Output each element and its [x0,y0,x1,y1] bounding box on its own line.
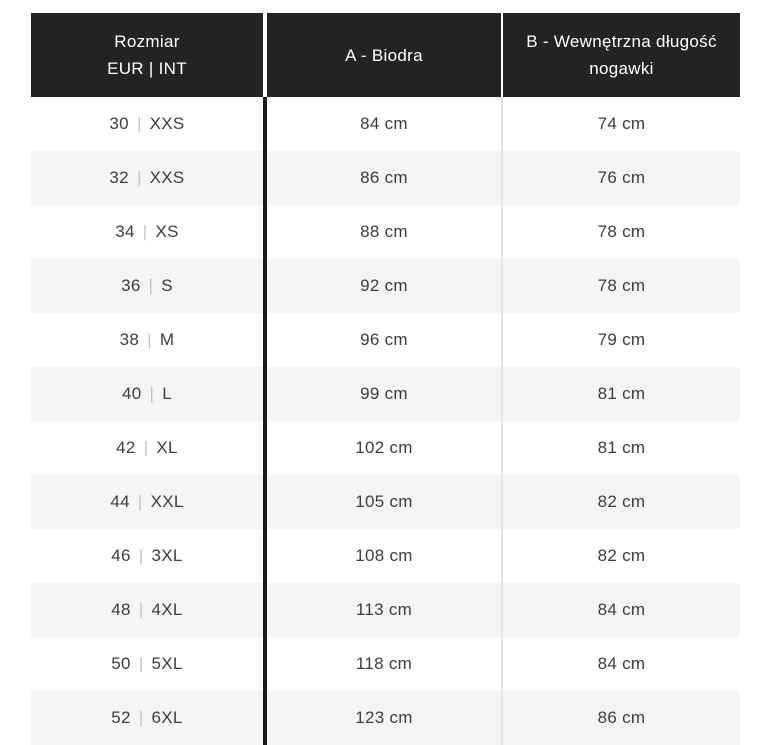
row-1-inseam-cell: 76 cm [503,151,740,205]
row-9-inseam-cell: 84 cm [503,583,740,637]
header-hips-label: A - Biodra [345,45,423,65]
row-11-inseam-cell: 86 cm [503,691,740,745]
row-10-hips-cell: 118 cm [355,654,413,673]
row-1-size-eur: 32 [109,168,129,187]
row-1-size-cell [31,151,263,205]
row-0-hips-cell: 84 cm [360,114,408,133]
row-7-size-eur: 44 [110,492,130,511]
row-0-size-pipe: | [136,114,142,133]
row-10-size-eur: 50 [111,654,131,673]
row-0-size-int: XXS [149,114,185,133]
row-4-hips-cell: 96 cm [360,330,408,349]
header-inseam-line1: B - Wewnętrzna długość [526,32,717,51]
row-7-size-int: XXL [150,492,184,511]
row-4-size-int: M [159,330,175,349]
row-6-size-eur: 42 [116,438,136,457]
row-2-size-pipe: | [142,222,148,241]
row-8-size-eur: 46 [111,546,131,565]
header-inseam-column [503,13,740,97]
row-1-size-pipe: | [136,168,142,187]
row-3-size-int: S [161,276,173,295]
row-6-size-pipe: | [143,438,149,457]
row-2-hips-cell: 88 cm [360,222,408,241]
row-5-size-int: L [162,384,172,403]
header-hips-column [267,13,501,97]
row-6-hips-cell: 102 cm [355,438,413,457]
row-11-size-int: 6XL [151,708,183,727]
row-8-hips-cell: 108 cm [355,546,413,565]
row-10-inseam-cell: 84 cm [597,654,646,673]
row-3-size-cell [31,259,263,313]
row-3-size-eur: 36 [121,276,141,295]
row-8-size-cell [31,529,263,583]
row-10-size-int: 5XL [151,654,183,673]
row-5-size-eur: 40 [122,384,142,403]
row-0-size-eur: 30 [109,114,129,133]
row-11-size-eur: 52 [111,708,131,727]
row-8-inseam-cell: 82 cm [597,546,646,565]
header-size-line2: EUR | INT [107,59,187,78]
row-2-size-eur: 34 [115,222,135,241]
row-3-hips-cell: 92 cm [267,259,501,313]
row-9-size-eur: 48 [111,600,131,619]
row-3-inseam-cell: 78 cm [503,259,740,313]
row-6-size-int: XL [156,438,178,457]
row-3-size-pipe: | [148,276,154,295]
row-2-size-cell [31,205,263,259]
row-5-hips-cell: 99 cm [267,367,501,421]
row-10-size-pipe: | [138,654,144,673]
row-4-size-pipe: | [147,330,152,349]
row-7-size-pipe: | [137,492,143,511]
row-4-size-eur: 38 [119,330,140,349]
row-8-size-pipe: | [138,546,144,565]
row-2-inseam-cell: 78 cm [597,222,646,241]
row-9-size-cell [31,583,263,637]
row-11-size-pipe: | [138,708,144,727]
header-inseam-line2: nogawki [589,59,654,78]
row-9-size-pipe: | [138,600,144,619]
row-5-size-cell [31,367,263,421]
row-10-size-cell [31,637,263,691]
row-0-size-cell [31,97,263,151]
header-size-column [31,13,263,97]
size-chart-table [31,13,740,745]
header-size-line1: Rozmiar [114,32,180,51]
row-6-size-cell [31,421,263,475]
row-5-size-pipe: | [149,384,155,403]
row-7-hips-cell: 105 cm [267,475,501,529]
row-7-size-cell [31,475,263,529]
row-7-inseam-cell: 82 cm [503,475,740,529]
row-11-size-cell [31,691,263,745]
row-4-size-cell [31,313,263,367]
row-1-size-int: XXS [149,168,185,187]
row-2-size-int: XS [155,222,179,241]
row-4-inseam-cell: 79 cm [597,330,646,349]
row-0-inseam-cell: 74 cm [597,114,646,133]
row-11-hips-cell: 123 cm [267,691,501,745]
row-9-size-int: 4XL [151,600,183,619]
row-9-hips-cell: 113 cm [267,583,501,637]
row-6-inseam-cell: 81 cm [597,438,646,457]
row-1-hips-cell: 86 cm [267,151,501,205]
row-5-inseam-cell: 81 cm [503,367,740,421]
row-8-size-int: 3XL [151,546,183,565]
